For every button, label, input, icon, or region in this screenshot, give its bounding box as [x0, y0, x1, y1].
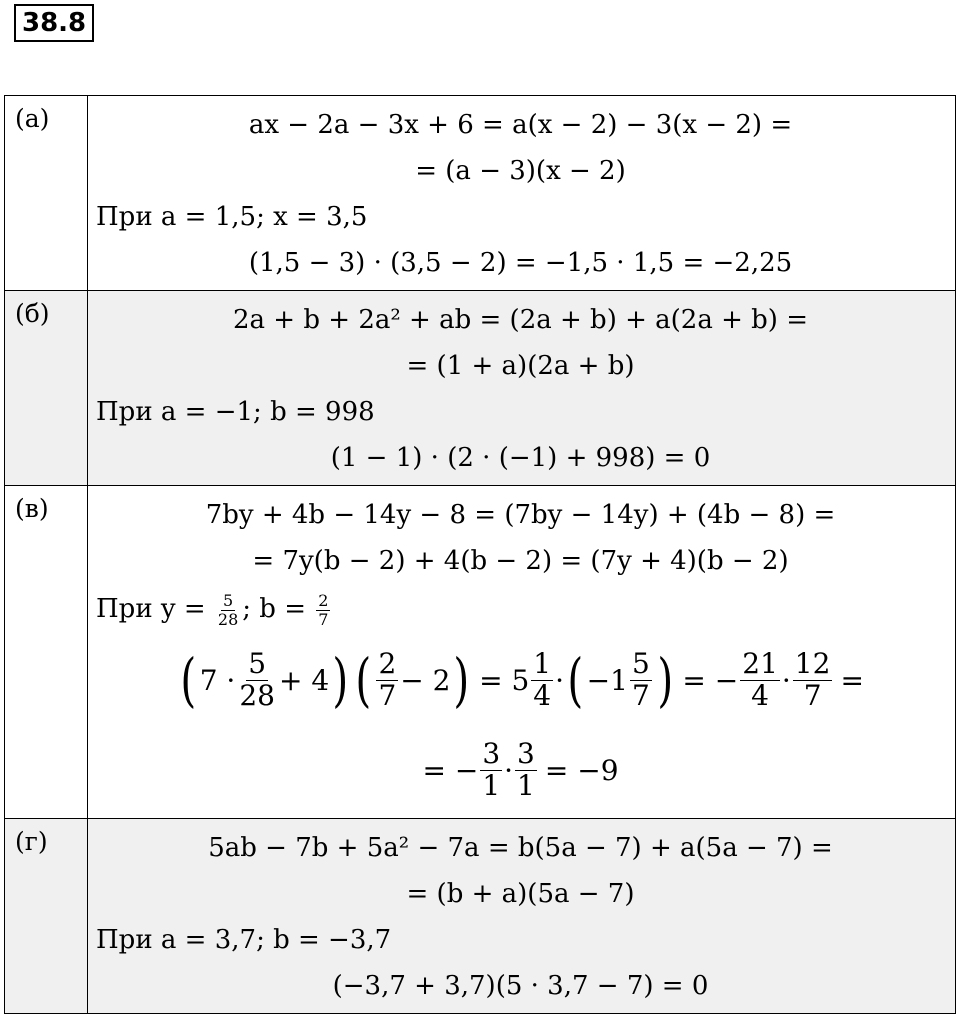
fraction [376, 646, 398, 712]
equation-line: 5ab − 7b + 5a² − 7a = b(5a − 7) + a(5a − 7) = [208, 833, 833, 863]
numerator: 3 [517, 736, 535, 770]
problem-number: 38.8 [14, 4, 94, 42]
condition-line [96, 584, 945, 634]
condition-line: При a = −1; b = 998 [96, 397, 375, 427]
numerator: 12 [794, 646, 831, 680]
denominator: 4 [751, 678, 769, 712]
row-label: (г) [5, 819, 88, 1014]
condition-mid: ; b = [242, 594, 306, 624]
row-content [88, 291, 956, 486]
right-paren: ) [332, 646, 349, 714]
expr-part: − 2 [400, 663, 451, 697]
result-line: (1,5 − 3) · (3,5 − 2) = −1,5 · 1,5 = −2,25 [248, 248, 793, 278]
condition-prefix: При y = [96, 594, 206, 624]
expr-part: + 4 [278, 663, 330, 697]
left-paren: ( [180, 646, 197, 714]
numerator: 2 [318, 590, 329, 610]
expr-part: = [840, 663, 864, 697]
result-line [96, 726, 945, 814]
fraction [793, 646, 833, 712]
left-paren: ( [567, 646, 584, 714]
expr-part: · [555, 663, 565, 697]
expr-part: = − [682, 663, 739, 697]
denominator: 7 [378, 678, 397, 712]
row-label: (б) [5, 291, 88, 486]
expr-part: = 5 [479, 663, 530, 697]
row-label: (а) [5, 96, 88, 291]
left-paren: ( [355, 646, 372, 714]
numerator: 1 [533, 646, 552, 680]
fraction [316, 592, 330, 628]
expr-part: −1 [586, 663, 628, 697]
expr-part: · [504, 753, 514, 787]
condition-line: При a = 3,7; b = −3,7 [96, 925, 392, 955]
expr-part: = − [422, 753, 479, 787]
denominator: 7 [631, 678, 650, 712]
denominator: 7 [803, 678, 822, 712]
result-line [96, 634, 945, 726]
numerator: 5 [631, 646, 650, 680]
row-content [88, 486, 956, 819]
numerator: 21 [742, 646, 778, 680]
right-paren: ) [657, 646, 674, 714]
fraction [480, 736, 502, 802]
numerator: 2 [378, 646, 397, 680]
equation-line: 7by + 4b − 14y − 8 = (7by − 14y) + (4b − 8) = [205, 500, 836, 530]
result-line: (−3,7 + 3,7)(5 · 3,7 − 7) = 0 [332, 971, 709, 1001]
table-row [5, 96, 956, 291]
denominator: 28 [239, 678, 275, 712]
equation-line: = (1 + a)(2a + b) [406, 351, 635, 381]
fraction [740, 646, 780, 712]
denominator: 7 [318, 609, 329, 629]
numerator: 5 [248, 646, 267, 680]
row-content [88, 96, 956, 291]
result-line: (1 − 1) · (2 · (−1) + 998) = 0 [330, 443, 711, 473]
denominator: 4 [533, 678, 552, 712]
table-row [5, 819, 956, 1014]
table-row [5, 486, 956, 819]
denominator: 1 [482, 768, 501, 802]
row-label: (в) [5, 486, 88, 819]
fraction [531, 646, 553, 712]
solution-table [4, 95, 956, 1014]
equation-line: 2a + b + 2a² + ab = (2a + b) + a(2a + b) = [233, 305, 808, 335]
numerator: 3 [482, 736, 501, 770]
expr-part: 7 · [199, 663, 236, 697]
equation-line: ax − 2a − 3x + 6 = a(x − 2) − 3(x − 2) = [248, 110, 793, 140]
condition-line: При a = 1,5; x = 3,5 [96, 202, 368, 232]
table-row [5, 291, 956, 486]
fraction [237, 646, 277, 712]
fraction [216, 592, 240, 628]
fraction [515, 736, 537, 802]
equation-line: = (b + a)(5a − 7) [406, 879, 635, 909]
right-paren: ) [453, 646, 470, 714]
expr-part: = −9 [544, 753, 619, 787]
numerator: 5 [223, 590, 234, 610]
expr-part: · [781, 663, 791, 697]
denominator: 28 [217, 609, 239, 629]
fraction [630, 646, 652, 712]
equation-line: = (a − 3)(x − 2) [415, 156, 626, 186]
row-content [88, 819, 956, 1014]
denominator: 1 [517, 768, 535, 802]
equation-line: = 7y(b − 2) + 4(b − 2) = (7y + 4)(b − 2) [252, 546, 789, 576]
